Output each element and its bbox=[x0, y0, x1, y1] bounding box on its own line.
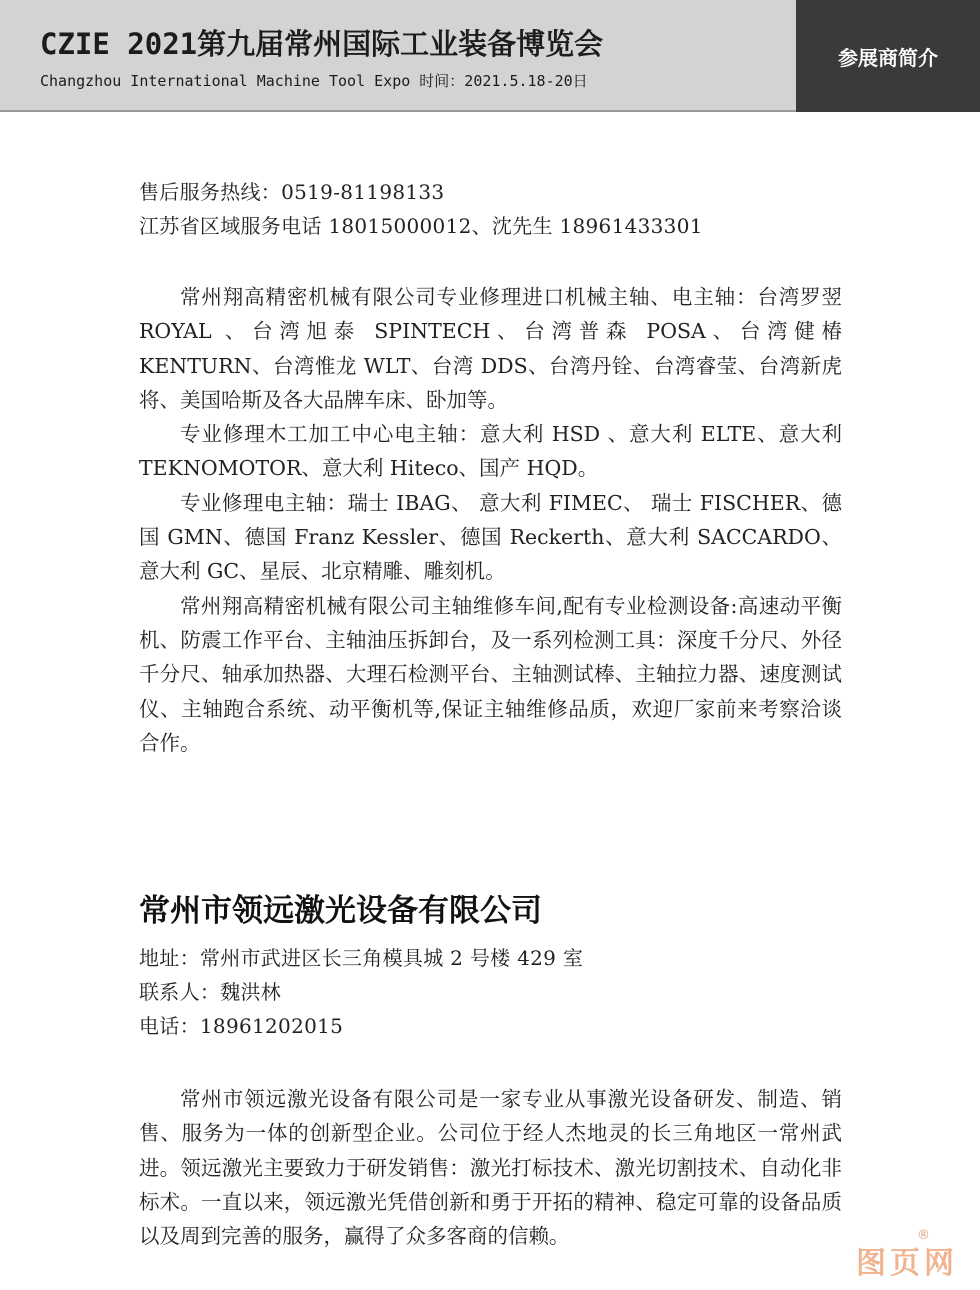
expo-subtitle: Changzhou International Machine Tool Expo 时间：2021.5.18-20日 bbox=[40, 72, 588, 90]
exhibitor-description-1 bbox=[139, 280, 842, 760]
page-header bbox=[0, 0, 980, 112]
header-banner bbox=[0, 0, 796, 112]
body-paragraph: 常州市领远激光设备有限公司是一家专业从事激光设备研发、制造、销售、服务为一体的创新型企业。公司位于经人杰地灵的长三角地区一常州武进。领远激光主要致力于研发销售：激光打标技术、激光切割技术、自动化非标术。一直以来，领远激光凭借创新和勇于开拓的精神、稳定可靠的设备品质以及周到完善的服务，赢得了众多客商的信赖。 bbox=[139, 1087, 842, 1249]
section-label: 参展商简介 bbox=[796, 0, 980, 112]
body-paragraph: 常州翔高精密机械有限公司专业修理进口机械主轴、电主轴：台湾罗翌 ROYAL 、台湾旭泰 SPINTECH、台湾普森 POSA、台湾健椿 KENTURN、台湾惟龙 WLT、台湾 DDS、台湾丹铨、台湾睿莹、台湾新虎将、美国哈斯及各大品牌车床、卧加等。 bbox=[139, 285, 842, 412]
company-phone: 电话：18961202015 bbox=[139, 1014, 344, 1038]
company-contact-person: 联系人：魏洪林 bbox=[139, 980, 282, 1004]
exhibitor-description-2 bbox=[139, 1082, 842, 1253]
body-paragraph: 专业修理木工加工中心电主轴：意大利 HSD 、意大利 ELTE、意大利 TEKNOMOTOR、意大利 Hiteco、国产 HQD。 bbox=[139, 422, 842, 481]
company-contact-info bbox=[139, 941, 842, 1043]
body-paragraph: 常州翔高精密机械有限公司主轴维修车间,配有专业检测设备:高速动平衡机、防震工作平台、主轴油压拆卸台，及一系列检测工具：深度千分尺、外径千分尺、轴承加热器、大理石检测平台、主轴测试棒、主轴拉力器、速度测试仪、主轴跑合系统、动平衡机等,保证主轴维修品质，欢迎厂家前来考察洽谈合作。 bbox=[139, 593, 842, 755]
body-paragraph: 专业修理电主轴：瑞士 IBAG、 意大利 FIMEC、 瑞士 FISCHER、德国 GMN、德国 Franz Kessler、德国 Reckerth、意大利 SACCARDO、意大利 GC、星辰、北京精雕、雕刻机。 bbox=[139, 490, 842, 584]
company-address: 地址：常州市武进区长三角模具城 2 号楼 429 室 bbox=[139, 946, 584, 970]
company-heading: 常州市领远激光设备有限公司 bbox=[139, 893, 542, 929]
registered-mark: ® bbox=[917, 1228, 930, 1243]
watermark-logo: 图页网 bbox=[856, 1246, 958, 1281]
expo-title: CZIE 2021第九届常州国际工业装备博览会 bbox=[40, 27, 604, 61]
service-contacts bbox=[139, 175, 842, 243]
service-hotline: 售后服务热线：0519-81198133 bbox=[139, 180, 445, 204]
regional-service-phone: 江苏省区域服务电话 18015000012、沈先生 18961433301 bbox=[139, 214, 703, 238]
